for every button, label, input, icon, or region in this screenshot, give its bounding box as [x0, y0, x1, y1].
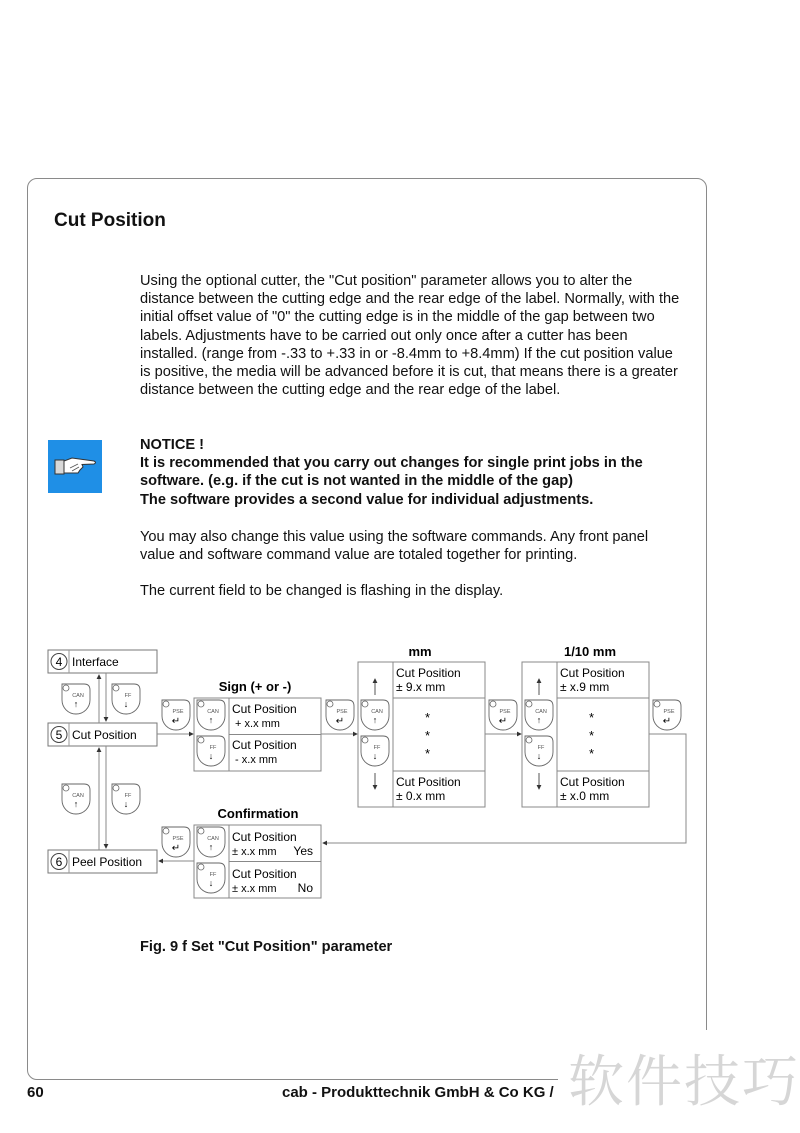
figure-caption: Fig. 9 f Set "Cut Position" parameter — [140, 939, 393, 955]
arrow-down-icon: ↓ — [123, 799, 129, 809]
svg-text:*: * — [425, 710, 431, 725]
menu-num: 4 — [55, 655, 63, 669]
svg-text:± x.0 mm: ± x.0 mm — [560, 789, 610, 803]
ff-key — [112, 784, 140, 814]
svg-text:↑: ↑ — [208, 715, 214, 725]
software-paragraph: You may also change this value using the software commands. Any front panel value and software command value are totaled together for printing. — [140, 529, 649, 564]
notice-heading: NOTICE ! — [140, 437, 205, 453]
svg-text:Cut Position: Cut Position — [560, 775, 625, 789]
svg-text:*: * — [589, 710, 595, 725]
can-key — [62, 784, 90, 814]
cut-position-flow-diagram — [0, 630, 800, 930]
svg-text:↵: ↵ — [498, 716, 508, 727]
svg-text:± x.x mm: ± x.x mm — [232, 883, 277, 895]
mm-box — [358, 662, 485, 807]
pse-key — [162, 700, 190, 730]
menu-item-peel-position — [48, 850, 157, 873]
tenth-mm-box — [522, 662, 649, 807]
confirmation-box — [194, 825, 321, 898]
confirmation-title: Confirmation — [217, 806, 299, 821]
svg-text:Cut Position: Cut Position — [396, 775, 461, 789]
notice-text-2: The software provides a second value for individual adjustments. — [140, 491, 594, 508]
notice-block — [140, 436, 685, 509]
svg-text:CAN: CAN — [72, 693, 84, 699]
svg-text:FF: FF — [209, 745, 217, 751]
menu-num: 6 — [55, 855, 63, 869]
svg-text:PSE: PSE — [663, 709, 675, 715]
svg-text:CAN: CAN — [207, 836, 219, 842]
svg-text:Cut Position: Cut Position — [232, 830, 297, 844]
menu-label: Interface — [72, 655, 119, 669]
svg-text:↵: ↵ — [171, 843, 181, 854]
svg-text:↑: ↑ — [536, 715, 542, 725]
svg-text:↓: ↓ — [372, 751, 378, 761]
svg-text:± 9.x mm: ± 9.x mm — [396, 680, 446, 694]
svg-text:No: No — [297, 881, 313, 895]
svg-text:± x.9 mm: ± x.9 mm — [560, 680, 610, 694]
svg-text:+ x.x mm: + x.x mm — [232, 718, 280, 730]
menu-label: Cut Position — [72, 728, 137, 742]
svg-text:Cut Position: Cut Position — [232, 738, 297, 752]
notice-text: It is recommended that you carry out changes for single print jobs in the software. (e.g. if the cut is not wanted in the middle of the gap) — [140, 455, 643, 490]
svg-text:↓: ↓ — [536, 751, 542, 761]
svg-text:↑: ↑ — [208, 842, 214, 852]
pse-key — [326, 700, 354, 730]
sign-title: Sign (+ or -) — [218, 679, 292, 694]
svg-text:PSE: PSE — [499, 709, 511, 715]
svg-text:CAN: CAN — [207, 709, 219, 715]
ff-key — [112, 684, 140, 714]
arrow-up-icon: ↑ — [73, 799, 79, 809]
footer-company: cab - Produkttechnik GmbH & Co KG / — [282, 1084, 554, 1101]
svg-text:CAN: CAN — [535, 709, 547, 715]
svg-text:FF: FF — [537, 745, 545, 751]
menu-item-interface — [48, 650, 157, 673]
mm-title: mm — [408, 644, 432, 659]
flashing-paragraph: The current field to be changed is flashing in the display. — [140, 583, 504, 599]
svg-text:PSE: PSE — [172, 836, 184, 842]
arrow-up-icon: ↑ — [73, 699, 79, 709]
menu-num: 5 — [55, 728, 63, 742]
can-key — [62, 684, 90, 714]
menu-item-cut-position — [48, 723, 157, 746]
svg-text:Cut Position: Cut Position — [560, 666, 625, 680]
svg-text:CAN: CAN — [72, 793, 84, 799]
svg-text:CAN: CAN — [371, 709, 383, 715]
svg-text:Cut Position: Cut Position — [396, 666, 461, 680]
svg-text:Cut Position: Cut Position — [232, 702, 297, 716]
pse-key — [653, 700, 681, 730]
svg-text:↵: ↵ — [335, 716, 345, 727]
pse-key — [489, 700, 517, 730]
svg-text:± x.x mm: ± x.x mm — [232, 846, 277, 858]
arrow-down-icon: ↓ — [123, 699, 129, 709]
svg-text:PSE: PSE — [172, 709, 184, 715]
svg-text:↵: ↵ — [662, 716, 672, 727]
watermark-text: 软件技巧 — [568, 1050, 800, 1115]
svg-text:*: * — [589, 728, 595, 743]
menu-label: Peel Position — [72, 855, 143, 869]
menu-connectors — [99, 673, 106, 850]
svg-text:FF: FF — [124, 693, 132, 699]
svg-text:PSE: PSE — [336, 709, 348, 715]
svg-text:- x.x mm: - x.x mm — [232, 754, 278, 766]
svg-text:Yes: Yes — [293, 844, 313, 858]
enter-icon: ↵ — [171, 716, 181, 727]
svg-text:↓: ↓ — [208, 751, 214, 761]
svg-text:± 0.x mm: ± 0.x mm — [396, 789, 446, 803]
watermark — [558, 1030, 800, 1133]
svg-text:*: * — [589, 746, 595, 761]
svg-text:FF: FF — [124, 793, 132, 799]
pse-key — [162, 827, 190, 857]
svg-text:FF: FF — [209, 872, 217, 878]
pointing-hand-icon — [48, 440, 102, 493]
svg-text:*: * — [425, 746, 431, 761]
svg-text:↓: ↓ — [208, 878, 214, 888]
svg-text:↑: ↑ — [372, 715, 378, 725]
intro-paragraph: Using the optional cutter, the "Cut position" parameter allows you to alter the distance between the cutting edge and the rear edge of the label. Normally, with the initial offset value of "0" the cutting edge is in the middle of the gap between two labels. Adjustments have to be carried out only once after a cutter has been installed. (range from -.33 to +.33 in or -8.4mm to +8.4mm) If the cut position value is positive, the media will be advanced before it is cut, that means there is a greater distance between the cutting edge and the rear edge of the label. — [140, 273, 680, 399]
svg-text:Cut Position: Cut Position — [232, 867, 297, 881]
section-title: Cut Position — [54, 210, 166, 231]
tenth-mm-title: 1/10 mm — [563, 644, 617, 659]
svg-text:*: * — [425, 728, 431, 743]
svg-text:FF: FF — [373, 745, 381, 751]
sign-box — [194, 698, 321, 771]
page-number: 60 — [27, 1084, 44, 1101]
